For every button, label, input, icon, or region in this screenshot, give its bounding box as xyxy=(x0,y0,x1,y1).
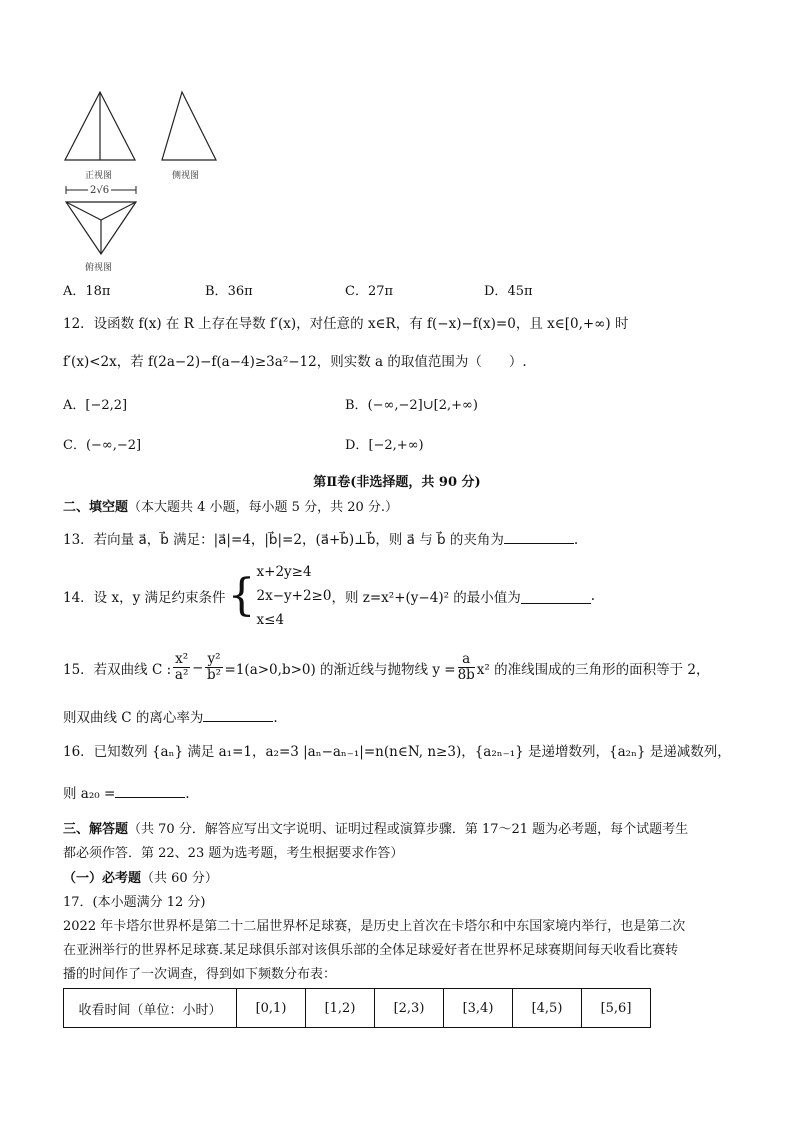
q12-option-c: C．(−∞,−2] xyxy=(63,438,142,453)
q14-constraint-2: 2x−y+2≥0 xyxy=(256,588,332,604)
q12-line-1: 12．设函数 f(x) 在 R 上存在导数 f′(x)，对任意的 x∈R，有 f(−x)−f(x)=0，且 x∈[0,+∞) 时 xyxy=(63,316,629,332)
q14-brace: { xyxy=(227,570,256,621)
table-cell: [5,6] xyxy=(582,989,651,1028)
q15-answer-blank xyxy=(203,707,273,722)
q14-constraints xyxy=(257,560,332,632)
q17-line-2: 在亚洲举行的世界杯足球赛.某足球俱乐部对该俱乐部的全体足球爱好者在世界杯足球赛期间每天收看比赛转 xyxy=(63,943,679,958)
q14-prefix: 14．设 x，y 满足约束条件 xyxy=(63,590,226,606)
table-cell: [4,5) xyxy=(513,989,582,1028)
section-2-note: （本大题共 4 小题，每小题 5 分，共 20 分.） xyxy=(128,500,399,515)
frequency-table xyxy=(63,988,651,1028)
section-2-heading: 二、填空题 xyxy=(63,500,129,515)
q16-line-1: 16．已知数列 {aₙ} 满足 a₁=1，a₂=3 |aₙ−aₙ₋₁|=n(n∈N, n≥3)，{a₂ₙ₋₁} 是递增数列，{a₂ₙ} 是递减数列， xyxy=(63,744,731,760)
front-view-figure xyxy=(62,90,138,166)
side-view-label: 侧视图 xyxy=(172,171,200,181)
table-cell: [1,2) xyxy=(306,989,375,1028)
q14-answer-blank xyxy=(521,589,591,604)
table-header-cell: 收看时间（单位：小时） xyxy=(64,989,237,1028)
section-2-header xyxy=(63,496,398,515)
q15-fraction-x: $\frac{\text{x²}}{\text{a²}}$ xyxy=(174,651,189,683)
q17-head: 17．(本小题满分 12 分) xyxy=(63,895,206,910)
q14-constraint-1: x+2y≥4 xyxy=(256,564,312,580)
table-cell: [3,4) xyxy=(444,989,513,1028)
q16-answer-blank xyxy=(115,783,185,798)
q15-line-2: 则双曲线 C 的离心率为 . xyxy=(63,706,278,726)
dimension-label: 2√6 xyxy=(90,185,110,196)
q15-fraction-a-8b: $\frac{a}{8b}$ xyxy=(457,651,475,683)
q13-text: 13．若向量 a⃗，b⃗ 满足：|a⃗|=4，|b⃗|=2，(a⃗+b⃗)⊥b⃗，则 a⃗ 与 b⃗ 的夹角为 xyxy=(63,532,504,548)
q12-option-a: A．[−2,2] xyxy=(63,398,128,413)
table-row xyxy=(64,989,651,1028)
q13-answer-blank xyxy=(504,529,574,544)
q11-option-c: C．27π xyxy=(345,284,394,299)
q14-line: 14．设 x，y 满足约束条件 { x+2y≥4 2x−y+2≥0 x≤4 ，则 z=x²+(y−4)² 的最小值为 . xyxy=(63,560,595,632)
q17-line-3: 播的时间作了一次调查，得到如下频数分布表： xyxy=(63,967,337,982)
section-3-line-2: 都必须作答．第 22、23 题为选考题，考生根据要求作答） xyxy=(63,846,404,861)
q13-line: 13．若向量 a⃗，b⃗ 满足：|a⃗|=4，|b⃗|=2，(a⃗+b⃗)⊥b⃗，则 a⃗ 与 b⃗ 的夹角为 . xyxy=(63,528,578,548)
q11-option-a: A．18π xyxy=(63,284,111,299)
q11-option-b: B．36π xyxy=(205,284,253,299)
section-3-heading: 三、解答题 xyxy=(63,822,129,837)
side-view-figure xyxy=(160,90,220,166)
front-view-label: 正视图 xyxy=(85,171,113,181)
section-3-line-1: 三、解答题（共 70 分．解答应写出文字说明、证明过程或演算步骤．第 17～21 题为必考题，每个试题考生 xyxy=(63,822,689,837)
q11-option-d: D．45π xyxy=(484,284,533,299)
q15-fraction-y: $\frac{\text{y²}}{\text{b²}}$ xyxy=(206,651,222,683)
q14-suffix: ，则 z=x²+(y−4)² 的最小值为 xyxy=(331,590,521,606)
top-view-label: 俯视图 xyxy=(85,263,113,273)
q15-line-1: 15．若双曲线 C : $\frac{\text{x²}}{\text{a²}}$ − $\frac{\text{y²}}{\text{b²}}$ =1(a>0,b>0) 的渐近线与抛物线 y = $\frac{a}{8b}$ x² 的准线围成的三角形的面积等于 2， xyxy=(63,651,710,683)
q17-line-1: 2022 年卡塔尔世界杯是第二十二届世界杯足球赛，是历史上首次在卡塔尔和中东国家境内举行，也是第二次 xyxy=(63,919,686,934)
q12-option-b: B．(−∞,−2]∪[2,+∞) xyxy=(345,398,478,413)
part-2-title: 第Ⅱ卷(非选择题，共 90 分) xyxy=(313,475,481,490)
q12-line-2: f′(x)<2x，若 f(2a−2)−f(a−4)≥3a²−12，则实数 a 的取值范围为（ ）. xyxy=(63,354,527,370)
q16-line-2: 则 a₂₀ = . xyxy=(63,782,190,802)
subsection-required: （一）必考题（共 60 分） xyxy=(63,871,218,886)
table-cell: [2,3) xyxy=(375,989,444,1028)
q14-constraint-3: x≤4 xyxy=(256,612,285,628)
table-cell: [0,1) xyxy=(237,989,306,1028)
q12-option-d: D．[−2,+∞) xyxy=(345,438,424,453)
